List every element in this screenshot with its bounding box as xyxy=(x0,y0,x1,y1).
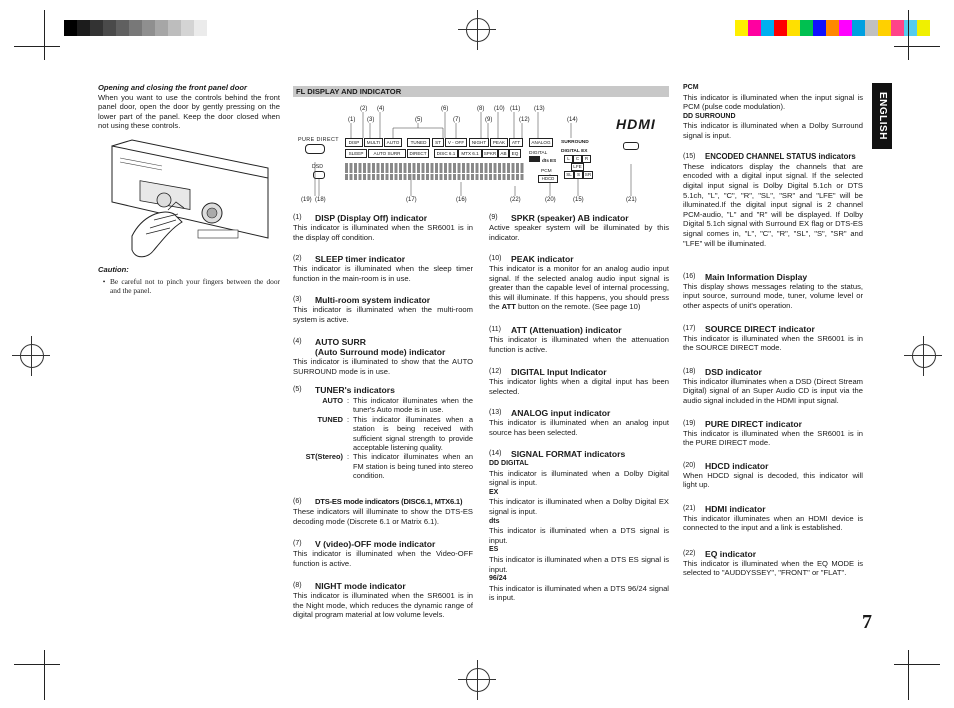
item-title: SLEEP timer indicator xyxy=(315,254,406,264)
peak-box: PEAK xyxy=(490,138,508,147)
pure-direct-label: PURE DIRECT xyxy=(298,137,339,143)
item-title: DTS-ES mode indicators (DISC6.1, MTX6.1) xyxy=(315,497,463,506)
crop-mark xyxy=(14,664,60,665)
crop-mark xyxy=(908,10,909,60)
signal-format-ex: EX This indicator is illuminated when a Dolby Digital EX signal is input. xyxy=(489,488,669,516)
item-20: (20) HDCD indicator When HDCD signal is decoded, this indicator will light up. xyxy=(683,460,863,490)
signal-format-96-24: 96/24 This indicator is illuminated when a DTS 96/24 signal is input. xyxy=(489,575,669,603)
receiver-door-illustration xyxy=(102,138,270,264)
channel-r: R xyxy=(582,155,591,163)
gray-swatch xyxy=(142,20,155,36)
crop-mark xyxy=(44,650,45,700)
caution-section xyxy=(98,265,280,296)
item-14: (14) SIGNAL FORMAT indicators DD DIGITAL This indicator is illuminated when a Dolby Digital signal is input. EX This indicator is illuminated when a Dolby Digital EX signal is input. dts This indicator is illuminated when a DTS signal is input. ES This indicator is illuminated when a DTS ES signal is input. 96/24 This indicator is illuminated when a DTS 96/24 signal is input. xyxy=(489,449,669,603)
item-body: When HDCD signal is decoded, this indicator will light up. xyxy=(683,470,863,490)
item-title: EQ indicator xyxy=(705,548,757,559)
multi-box: MULTI xyxy=(364,138,383,147)
tuner-tuned-row: TUNED : This indicator illuminates when a station is being received with sufficient signal strength to provide acceptable listening quality. xyxy=(317,414,473,453)
fl-display-diagram: (2) (4) (6) (8) (10) (11) (13) (1) (3) (5) (7) (9) (12) (14) PURE DIRECT DSD DISP MULTI AUTO TUNED ST V - OFF NIGHT PEAK ATT ANALOG SLEEP AUTO SURR DIRECT DISC 6.1 MTX 6.1 SPKR AB EQ DIGITAL dts ES PCM HDCD SURROUND DIGITAL EX L C R LFE SL S SR HDMI (19) (18) (17) (16) (22) (20) (15) (21) xyxy=(293,100,669,210)
channel-sl: SL xyxy=(564,171,574,179)
disp-box: DISP xyxy=(345,138,363,147)
item-8: (8) NIGHT mode indicator This indicator is illuminated when the SR6001 is in the Night mode, which reduces the dynamic range of digital program material at low volume levels. xyxy=(293,581,473,620)
dd-digital-indicator xyxy=(529,156,540,162)
item-title: HDCD indicator xyxy=(705,460,769,471)
item-title: AUTO SURR xyxy=(315,337,366,347)
att-box: ATT xyxy=(509,138,523,147)
language-tab: ENGLISH xyxy=(872,83,892,149)
gray-swatch xyxy=(116,20,129,36)
spkr-box: SPKR xyxy=(483,151,497,156)
item-title: DIGITAL Input Indicator xyxy=(511,367,607,377)
gray-swatch xyxy=(129,20,142,36)
gray-swatch xyxy=(194,20,207,36)
page-number: 7 xyxy=(862,611,872,633)
item-2: (2) SLEEP timer indicator This indicator is illuminated when the sleep timer function in the main-room is in use. xyxy=(293,254,473,283)
item-7: (7) V (video)-OFF mode indicator This indicator is illuminated when the Video-OFF function is active. xyxy=(293,539,473,568)
item-title: DSD indicator xyxy=(705,366,762,377)
item-title: SIGNAL FORMAT indicators xyxy=(511,449,626,459)
item-body: This indicator is illuminated when the SR6001 is in the Night mode, which reduces the dynamic range of digital program material at low volume levels. xyxy=(293,591,473,620)
hdmi-logo: HDMI xyxy=(616,116,656,132)
caution-text: Be careful not to pinch your fingers between the door and the panel. xyxy=(110,276,280,296)
item-6: (6) DTS-ES mode indicators (DISC6.1, MTX6.1) These indicators will illuminate to show the DTS-ES decoding mode (Discrete 6.1 or Matrix 6.1). xyxy=(293,497,473,526)
color-swatch xyxy=(839,20,852,36)
color-swatch xyxy=(891,20,904,36)
hdmi-indicator xyxy=(623,142,639,150)
sleep-box: SLEEP xyxy=(345,149,367,158)
item-title: TUNER's indicators xyxy=(315,385,395,395)
item-body: This indicator is illuminated when the SR6001 is in the SOURCE DIRECT mode. xyxy=(683,333,863,353)
signal-format-dts: dts This indicator is illuminated when a DTS signal is input. xyxy=(489,517,669,545)
item-body: This indicator illuminates when a DSD (Direct Stream Digital) signal of an Super Audio CD is input via the audio signal included in the HDMI input signal. xyxy=(683,376,863,405)
callout-21: (21) xyxy=(626,197,637,203)
disc61-box: DISC 6.1 xyxy=(434,149,458,158)
item-title: NIGHT mode indicator xyxy=(315,581,406,591)
callout-20: (20) xyxy=(545,197,556,203)
item-13: (13) ANALOG input indicator This indicator is illuminated when an analog input source has been selected. xyxy=(489,408,669,437)
channel-lfe: LFE xyxy=(571,163,584,171)
signal-format-es: ES This indicator is illuminated when a DTS ES signal is input. xyxy=(489,546,669,574)
dd-surround-label: SURROUND xyxy=(561,140,589,145)
item-title: SOURCE DIRECT indicator xyxy=(705,323,815,334)
front-door-text: When you want to use the controls behind the front panel door, open the door by gently pressing on the lower part of the panel. Keep the door closed when not using these controls. xyxy=(98,92,280,131)
color-swatch xyxy=(917,20,930,36)
gray-swatch xyxy=(64,20,77,36)
gray-swatch xyxy=(168,20,181,36)
item-title: ENCODED CHANNEL STATUS indicators xyxy=(705,151,856,161)
channel-s: S xyxy=(574,171,583,179)
indicator-list-2 xyxy=(489,213,669,603)
item-22: (22) EQ indicator This indicator is illuminated when the EQ MODE is selected to "AUDDYSSEY", "FRONT" or "FLAT". xyxy=(683,548,863,578)
signal-format-dd-surround: DD SURROUND This indicator is illuminated when a Dolby Surround signal is input. xyxy=(683,112,863,140)
item-title: Main Information Display xyxy=(705,271,808,282)
main-information-display xyxy=(345,163,525,173)
color-registration-bar xyxy=(735,20,930,36)
color-swatch xyxy=(813,20,826,36)
item-12: (12) DIGITAL Input Indicator This indicator lights when a digital input has been selected. xyxy=(489,367,669,396)
dts-label: dts xyxy=(542,158,549,163)
color-swatch xyxy=(800,20,813,36)
item-title: V (video)-OFF mode indicator xyxy=(315,539,436,549)
color-swatch xyxy=(865,20,878,36)
item-body: Active speaker system will be illuminated by this indicator. xyxy=(489,223,669,242)
item-body: These indicators display the channels that are encoded with a digital input signal. If the selected digital input signal is Dolby Digital 5.1ch or DTS 5.1ch, "L", "C", "R", "SL", "SR" and "LFE" will be illuminated.If the digital input signal is 2 channel PCM-audio, "L" and "R" will be displayed. If Dolby Digital 5.1ch signal with Surround EX flag or DTS-ES signal comes in, "L", "C", "R", "SL", "S", "SR" and "LFE" will be illuminated. xyxy=(683,161,863,248)
callout-16: (16) xyxy=(456,197,467,203)
item-title: DISP (Display Off) indicator xyxy=(315,213,428,223)
crop-mark xyxy=(908,650,909,700)
dsd-indicator xyxy=(313,171,325,179)
item-body: This indicator is illuminated when the EQ MODE is selected to "AUDDYSSEY", "FRONT" or "FLAT". xyxy=(683,558,863,578)
tuner-stereo-row: ST(Stereo) : This indicator illuminates when an FM station is being tuned into stereo condition. xyxy=(305,452,473,481)
indicator-list-1 xyxy=(293,213,473,481)
caution-bullet: • xyxy=(102,276,106,286)
gray-registration-bar xyxy=(64,20,207,36)
item-body: This indicator is illuminated when an analog input source has been selected. xyxy=(489,418,669,437)
callout-15: (15) xyxy=(573,197,584,203)
tuner-auto-row: AUTO : This indicator illuminates when the tuner's Auto mode is in use. xyxy=(322,396,473,415)
item-title-line2: (Auto Surround mode) indicator xyxy=(315,347,446,357)
eq-box: EQ xyxy=(509,149,521,158)
item-18: (18) DSD indicator This indicator illuminates when a DSD (Direct Stream Digital) signal of an Super Audio CD is input via the audio signal included in the HDMI input signal. xyxy=(683,366,863,405)
caution-heading: Caution: xyxy=(98,265,129,274)
color-swatch xyxy=(852,20,865,36)
item-body: This indicator is illuminated when the multi-room system is active. xyxy=(293,305,473,324)
front-door-heading: Opening and closing the front panel door xyxy=(98,83,247,92)
channel-sr: SR xyxy=(584,172,592,177)
channel-c: C xyxy=(573,155,582,163)
item-body: This indicator is a monitor for an analog audio input signal. If the selected analog audio input signal is greater than the capable level of internal processing, this will illuminate. If this happens, you should press the ATT button on the remote. (See page 10) xyxy=(489,264,669,312)
front-door-section xyxy=(98,83,280,131)
color-swatch xyxy=(735,20,748,36)
callout-22: (22) xyxy=(510,197,521,203)
item-body: This indicator is illuminated when the attenuation function is active. xyxy=(489,335,669,354)
crop-mark xyxy=(894,664,940,665)
auto-box: AUTO xyxy=(384,138,402,147)
color-swatch xyxy=(826,20,839,36)
dd-digital-ex-label: DIGITAL EX xyxy=(561,149,588,154)
registration-target xyxy=(466,18,490,42)
item-5: (5) TUNER's indicators AUTO : This indicator illuminates when the tuner's Auto mode is in use. TUNED : This indicator illuminates when a station is being received with sufficient signal strength to provide acceptable listening quality. ST(Stereo) : This indicator illuminates when an FM station is being tuned into stereo condition. xyxy=(293,385,473,481)
registration-target xyxy=(912,344,936,368)
item-19: (19) PURE DIRECT indicator This indicator is illuminated when the SR6001 is in the PURE DIRECT mode. xyxy=(683,418,863,448)
gray-swatch xyxy=(181,20,194,36)
signal-format-pcm: PCM This indicator is illuminated when the input signal is PCM (pulse code modulation). xyxy=(683,84,863,112)
v-off-box: V - OFF xyxy=(445,138,467,147)
item-21: (21) HDMI indicator This indicator illuminates when an HDMI device is connected to the input and a link is established. xyxy=(683,503,863,533)
hdcd-box: HDCD xyxy=(538,175,558,183)
item-4: (4) AUTO SURR (Auto Surround mode) indicator This indicator is illuminated to show that the AUTO SURROUND mode is in use. xyxy=(293,337,473,376)
color-swatch xyxy=(774,20,787,36)
dsd-label: DSD xyxy=(312,164,323,170)
color-swatch xyxy=(761,20,774,36)
item-1: (1) DISP (Display Off) indicator This indicator is illuminated when the SR6001 is in the display off condition. xyxy=(293,213,473,242)
crop-mark xyxy=(14,46,60,47)
gray-swatch xyxy=(77,20,90,36)
item-title: ANALOG input indicator xyxy=(511,408,611,418)
pcm-label: PCM xyxy=(541,169,552,174)
registration-target xyxy=(466,668,490,692)
st-box: ST xyxy=(432,138,444,147)
item-body: This indicator lights when a digital input has been selected. xyxy=(489,377,669,396)
item-3: (3) Multi-room system indicator This indicator is illuminated when the multi-room system is active. xyxy=(293,295,473,324)
color-swatch xyxy=(748,20,761,36)
fl-display-header: FL DISPLAY AND INDICATOR xyxy=(293,86,669,97)
gray-swatch xyxy=(90,20,103,36)
mtx61-box: MTX 6.1 xyxy=(458,149,482,158)
channel-l: L xyxy=(564,155,573,163)
item-body: This display shows messages relating to the status, input source, surround mode, tuner, volume level or other aspects of unit's operation. xyxy=(683,281,863,310)
item-11: (11) ATT (Attenuation) indicator This indicator is illuminated when the attenuation function is active. xyxy=(489,325,669,354)
item-title: SPKR (speaker) AB indicator xyxy=(511,213,629,223)
item-title: PEAK indicator xyxy=(511,254,574,264)
gray-swatch xyxy=(103,20,116,36)
callout-18: (18) xyxy=(315,197,326,203)
item-title: HDMI indicator xyxy=(705,503,766,514)
item-title: PURE DIRECT indicator xyxy=(705,418,802,429)
item-10: (10) PEAK indicator This indicator is a monitor for an analog audio input signal. If the selected analog audio input signal is greater than the capable level of internal processing, this will illuminate. If this happens, you should press the ATT button on the remote. (See page 10) xyxy=(489,254,669,312)
crop-mark xyxy=(894,46,940,47)
item-body: This indicator is illuminated when the SR6001 is in the PURE DIRECT mode. xyxy=(683,428,863,448)
indicator-list-3 xyxy=(683,83,863,578)
item-title: Multi-room system indicator xyxy=(315,295,431,305)
item-body: This indicator is illuminated when the SR6001 is in the display off condition. xyxy=(293,223,473,242)
item-9: (9) SPKR (speaker) AB indicator Active speaker system will be illuminated by this indicator. xyxy=(489,213,669,242)
item-16: (16) Main Information Display This display shows messages relating to the status, input source, surround mode, tuner, volume level or other aspects of unit's operation. xyxy=(683,271,863,310)
auto-surr-box: AUTO SURR xyxy=(368,149,406,158)
color-swatch xyxy=(878,20,891,36)
item-body: This indicator is illuminated to show that the AUTO SURROUND mode is in use. xyxy=(293,357,473,376)
callout-17: (17) xyxy=(406,197,417,203)
analog-box: ANALOG xyxy=(529,138,553,147)
gray-swatch xyxy=(155,20,168,36)
indicator-list-1b xyxy=(293,497,473,620)
callout-19: (19) xyxy=(301,197,312,203)
crop-mark xyxy=(44,10,45,60)
item-body: This indicator is illuminated when the Video-OFF function is active. xyxy=(293,549,473,568)
item-17: (17) SOURCE DIRECT indicator This indicator is illuminated when the SR6001 is in the SOURCE DIRECT mode. xyxy=(683,323,863,353)
item-body: These indicators will illuminate to show the DTS-ES decoding mode (Discrete 6.1 or Matrix 6.1). xyxy=(293,507,473,526)
digital-label: DIGITAL xyxy=(529,151,548,156)
direct-box: DIRECT xyxy=(407,149,429,158)
item-body: This indicator illuminates when an HDMI device is connected to the input and a link is established. xyxy=(683,513,863,533)
tuned-box: TUNED xyxy=(407,138,430,147)
ab-box: AB xyxy=(498,149,509,158)
es-label: ES xyxy=(550,158,557,163)
item-body: This indicator is illuminated when the sleep timer function in the main-room is in use. xyxy=(293,264,473,283)
night-box: NIGHT xyxy=(469,138,489,147)
color-swatch xyxy=(904,20,917,36)
color-swatch xyxy=(787,20,800,36)
registration-target xyxy=(20,344,44,368)
pure-direct-indicator xyxy=(305,144,325,154)
item-15: (15) ENCODED CHANNEL STATUS indicators These indicators display the channels that are encoded with a digital input signal. If the selected digital input signal is Dolby Digital 5.1ch or DTS 5.1ch, "L", "C", "R", "SL", "SR" and "LFE" will be illuminated.If the digital input signal is 2 channel PCM-audio, "L" and "R" will be displayed. If Dolby Digital 5.1ch signal with Surround EX flag or DTS-ES signal comes in, "L", "C", "R", "SL", "S", "SR" and "LFE" will be illuminated. xyxy=(683,151,863,248)
signal-format-dd-digital: DD DIGITAL This indicator is illuminated when a Dolby Digital signal is input. xyxy=(489,460,669,488)
main-information-display-lower xyxy=(345,174,525,180)
item-title: ATT (Attenuation) indicator xyxy=(511,325,622,335)
